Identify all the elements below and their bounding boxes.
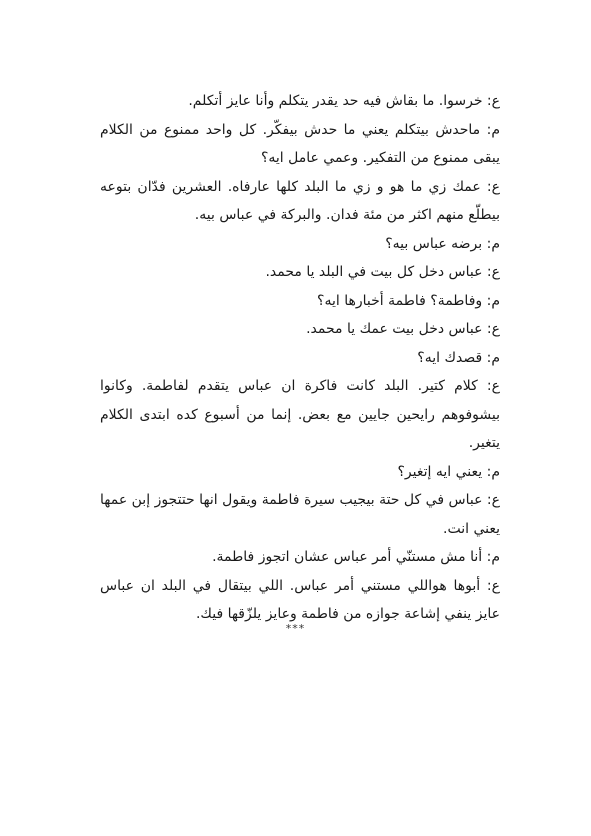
dialogue-line: م: برضه عباس بيه؟ bbox=[385, 235, 500, 252]
dialogue-line: م: أنا مش مستنّي أمر عباس عشان اتجوز فاطمة. bbox=[212, 549, 500, 565]
dialogue-line: ع: خرسوا. ما بقاش فيه حد يقدر يتكلم وأنا عايز أتكلم. bbox=[188, 93, 500, 109]
dialogue-line: م: وفاطمة؟ فاطمة أخبارها ايه؟ bbox=[317, 292, 500, 309]
dialogue-line: ع: كلام كتير. البلد كانت فاكرة ان عباس يتقدم لفاطمة. وكانوا بيشوفوهم رايحين جايين مع بعض. إنما من أسبوع كده ابتدى الكلام يتغير. bbox=[100, 378, 500, 451]
dialogue-line: ع: عباس في كل حتة بيجيب سيرة فاطمة ويقول انها حتتجوز إبن عمها يعني انت. bbox=[100, 492, 500, 537]
dialogue-line: م: ماحدش بيتكلم يعني ما حدش بيفكّر. كل واحد ممنوع من الكلام يبقى ممنوع من التفكير. وعمي عامل ايه؟ bbox=[100, 121, 500, 166]
dialogue-line: م: قصدك ايه؟ bbox=[417, 349, 500, 366]
dialogue-text bbox=[100, 87, 500, 629]
dialogue-line: ع: عباس دخل كل بيت في البلد يا محمد. bbox=[265, 264, 500, 280]
dialogue-line: م: يعني ايه إتغير؟ bbox=[397, 463, 500, 480]
dialogue-line: ع: عباس دخل بيت عمك يا محمد. bbox=[306, 321, 500, 337]
dialogue-line: ع: عمك زي ما هو و زي ما البلد كلها عارفاه. العشرين فدّان بتوعه بيطلّع منهم اكثر من مئة فدان. والبركة في عباس بيه. bbox=[100, 178, 500, 223]
section-separator: *** bbox=[285, 622, 306, 635]
dialogue-line: ع: أبوها هواللي مستني أمر عباس. اللي بيتقال في البلد ان عباس عايز ينفي إشاعة جوازه من فاطمة وعايز يلزّقها فيك. bbox=[100, 577, 500, 622]
